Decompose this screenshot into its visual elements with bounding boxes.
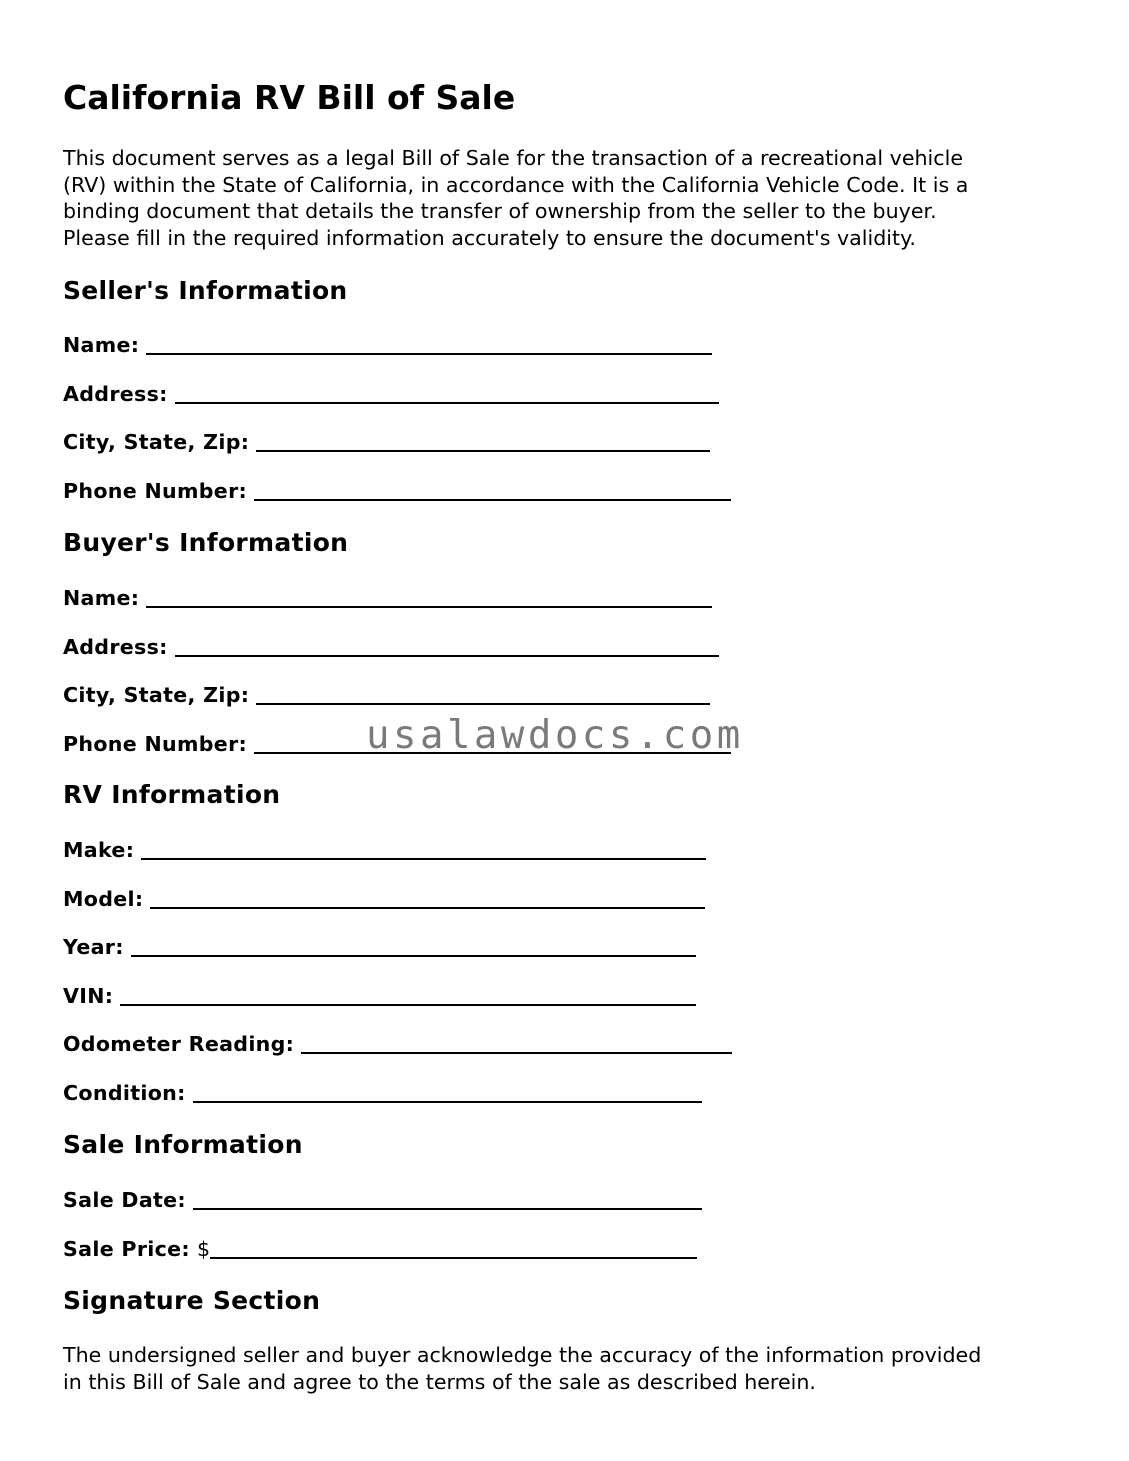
seller-name-blank[interactable]: [146, 333, 712, 355]
intro-line: This document serves as a legal Bill of Sale for the transaction of a recreational vehicle: [63, 146, 963, 170]
currency-symbol: $: [196, 1237, 211, 1261]
rv-vin-field[interactable]: [63, 979, 696, 1009]
rv-condition-label: Condition:: [63, 1081, 186, 1105]
buyer-city-state-zip-blank[interactable]: [256, 683, 710, 705]
sale-price-blank[interactable]: [210, 1237, 697, 1259]
rv-year-blank[interactable]: [131, 935, 696, 957]
seller-name-label: Name:: [63, 333, 140, 357]
rv-section-heading: RV Information: [63, 780, 281, 809]
rv-make-blank[interactable]: [141, 838, 706, 860]
intro-line: binding document that details the transfer of ownership from the seller to the buyer.: [63, 199, 937, 223]
buyer-name-field[interactable]: [63, 581, 712, 611]
signature-line: The undersigned seller and buyer acknowledge the accuracy of the information provided: [63, 1343, 982, 1367]
buyer-city-state-zip-label: City, State, Zip:: [63, 683, 250, 707]
seller-city-state-zip-field[interactable]: [63, 425, 710, 455]
sale-price-field[interactable]: [63, 1232, 697, 1262]
watermark-text: usalawdocs.com: [366, 713, 744, 758]
rv-model-blank[interactable]: [150, 887, 705, 909]
seller-name-field[interactable]: [63, 328, 712, 358]
rv-condition-field[interactable]: [63, 1076, 702, 1106]
intro-line: (RV) within the State of California, in accordance with the California Vehicle Code. It is a: [63, 172, 969, 197]
intro-line: Please fill in the required information accurately to ensure the document's validity.: [63, 225, 916, 250]
rv-model-label: Model:: [63, 887, 144, 911]
intro-paragraph: [63, 145, 1063, 251]
seller-address-label: Address:: [63, 382, 168, 406]
seller-phone-label: Phone Number:: [63, 479, 248, 503]
signature-paragraph: [63, 1342, 1073, 1395]
buyer-name-blank[interactable]: [146, 586, 712, 608]
sale-section-heading: Sale Information: [63, 1130, 303, 1159]
signature-section-heading: Signature Section: [63, 1286, 321, 1315]
buyer-phone-label: Phone Number:: [63, 732, 248, 756]
buyer-section-heading: Buyer's Information: [63, 528, 349, 557]
buyer-city-state-zip-field[interactable]: [63, 678, 710, 708]
rv-odometer-field[interactable]: [63, 1027, 732, 1057]
rv-make-label: Make:: [63, 838, 135, 862]
rv-model-field[interactable]: [63, 882, 705, 912]
rv-condition-blank[interactable]: [193, 1081, 702, 1103]
seller-phone-field[interactable]: [63, 474, 731, 504]
buyer-name-label: Name:: [63, 586, 140, 610]
document-title: California RV Bill of Sale: [63, 78, 516, 117]
seller-section-heading: Seller's Information: [63, 276, 348, 305]
seller-city-state-zip-label: City, State, Zip:: [63, 430, 250, 454]
rv-year-field[interactable]: [63, 930, 696, 960]
sale-date-label: Sale Date:: [63, 1188, 186, 1212]
seller-address-blank[interactable]: [175, 382, 719, 404]
sale-date-blank[interactable]: [193, 1188, 702, 1210]
buyer-address-label: Address:: [63, 635, 168, 659]
seller-address-field[interactable]: [63, 377, 719, 407]
seller-phone-blank[interactable]: [254, 479, 731, 501]
seller-city-state-zip-blank[interactable]: [256, 430, 710, 452]
rv-odometer-label: Odometer Reading:: [63, 1032, 295, 1056]
rv-make-field[interactable]: [63, 833, 706, 863]
rv-vin-blank[interactable]: [120, 984, 696, 1006]
buyer-address-field[interactable]: [63, 630, 719, 660]
buyer-address-blank[interactable]: [175, 635, 719, 657]
rv-vin-label: VIN:: [63, 984, 114, 1008]
rv-year-label: Year:: [63, 935, 124, 959]
sale-date-field[interactable]: [63, 1183, 702, 1213]
signature-line: in this Bill of Sale and agree to the terms of the sale as described herein.: [63, 1369, 816, 1394]
sale-price-label: Sale Price:: [63, 1237, 190, 1261]
rv-odometer-blank[interactable]: [301, 1032, 732, 1054]
